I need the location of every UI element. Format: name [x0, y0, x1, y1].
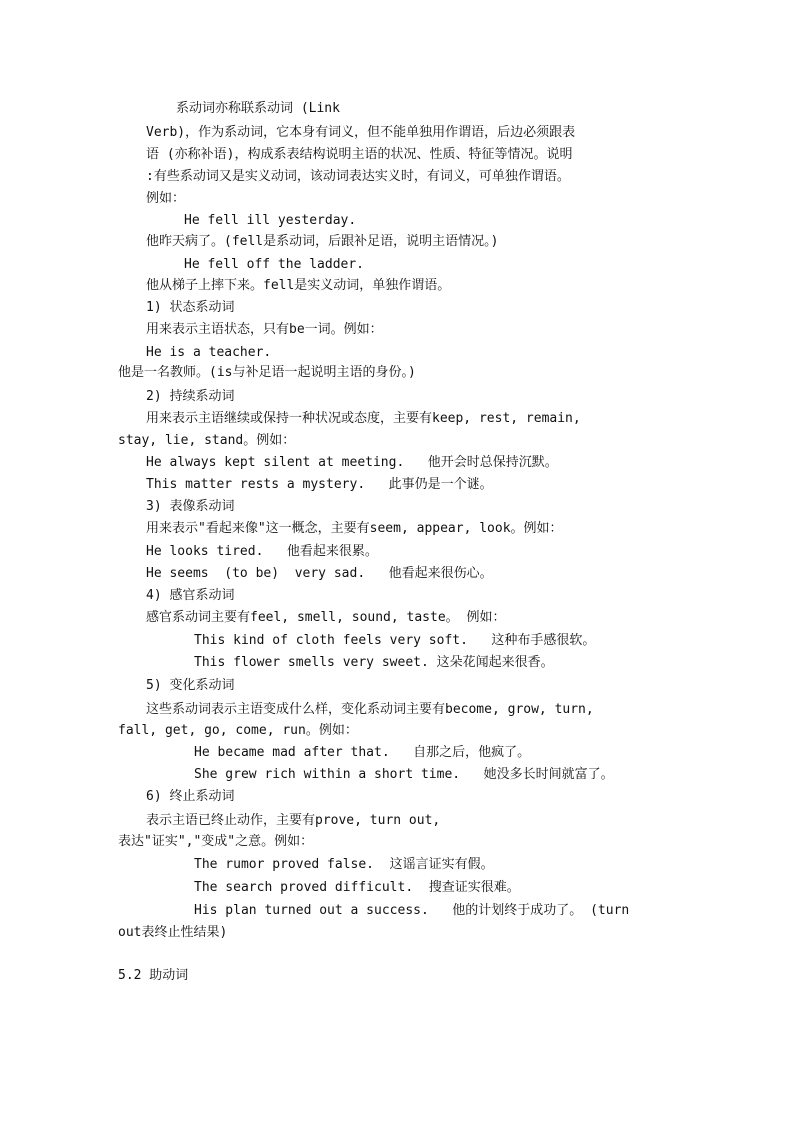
- paragraph-line: 用来表示主语继续或保持一种状况或态度，主要有keep, rest, remain,: [146, 411, 581, 426]
- section-heading: 1) 状态系动词: [146, 300, 235, 315]
- paragraph-line: out表终止性结果): [118, 925, 228, 940]
- example-sentence: The rumor proved false. 这谣言证实有假。: [194, 857, 494, 872]
- example-sentence: She grew rich within a short time. 她没多长时间就富了。: [194, 767, 614, 782]
- example-sentence: He seems (to be) very sad. 他看起来很伤心。: [146, 566, 493, 581]
- paragraph-line: Verb)，作为系动词，它本身有词义，但不能单独用作谓语，后边必须跟表: [146, 125, 576, 140]
- example-sentence: He fell ill yesterday.: [184, 213, 357, 228]
- paragraph-line: 他是一名教师。(is与补足语一起说明主语的身份。): [118, 365, 416, 380]
- paragraph-line: 感官系动词主要有feel, smell, sound, taste。 例如：: [146, 610, 506, 625]
- paragraph-line: fall, get, go, come, run。例如：: [118, 723, 358, 738]
- example-sentence: He became mad after that. 自那之后，他疯了。: [194, 745, 531, 760]
- paragraph-line: 用来表示主语状态，只有be一词。例如：: [146, 322, 383, 337]
- section-heading: 4) 感官系动词: [146, 588, 235, 603]
- paragraph-line: 例如：: [146, 191, 186, 206]
- section-heading: 5) 变化系动词: [146, 678, 235, 693]
- paragraph-line: stay, lie, stand。例如：: [118, 433, 296, 448]
- example-sentence: This matter rests a mystery. 此事仍是一个谜。: [146, 477, 493, 492]
- example-sentence: He always kept silent at meeting. 他开会时总保持沉默。: [146, 455, 558, 470]
- example-sentence: He is a teacher.: [146, 345, 272, 360]
- example-sentence: The search proved difficult. 搜查证实很难。: [194, 880, 520, 895]
- example-sentence: He looks tired. 他看起来很累。: [146, 544, 378, 559]
- section-heading: 2) 持续系动词: [146, 389, 235, 404]
- paragraph-line: 系动词亦称联系动词 (Link: [176, 101, 340, 116]
- section-heading: 3) 表像系动词: [146, 499, 235, 514]
- paragraph-line: 这些系动词表示主语变成什么样，变化系动词主要有become, grow, turn,: [146, 702, 594, 717]
- section-heading: 6) 终止系动词: [146, 789, 235, 804]
- section-title: 5.2 助动词: [118, 968, 189, 983]
- example-sentence: This kind of cloth feels very soft. 这种布手感很软。: [194, 633, 596, 648]
- paragraph-line: 语 (亦称补语)，构成系表结构说明主语的状况、性质、特征等情况。说明: [146, 147, 573, 162]
- paragraph-line: 表达"证实","变成"之意。例如：: [118, 834, 314, 849]
- paragraph-line: :有些系动词又是实义动词，该动词表达实义时，有词义，可单独作谓语。: [146, 169, 570, 184]
- paragraph-line: 他昨天病了。(fell是系动词，后跟补足语，说明主语情况。): [146, 234, 499, 249]
- example-sentence: He fell off the ladder.: [184, 257, 365, 272]
- paragraph-line: 用来表示"看起来像"这一概念，主要有seem, appear, look。例如：: [146, 521, 563, 536]
- example-sentence: This flower smells very sweet. 这朵花闻起来很香。: [194, 655, 554, 670]
- paragraph-line: 他从梯子上摔下来。fell是实义动词，单独作谓语。: [146, 278, 451, 293]
- paragraph-line: 表示主语已终止动作，主要有prove, turn out,: [146, 813, 441, 828]
- example-sentence: His plan turned out a success. 他的计划终于成功了。 (turn: [194, 903, 630, 918]
